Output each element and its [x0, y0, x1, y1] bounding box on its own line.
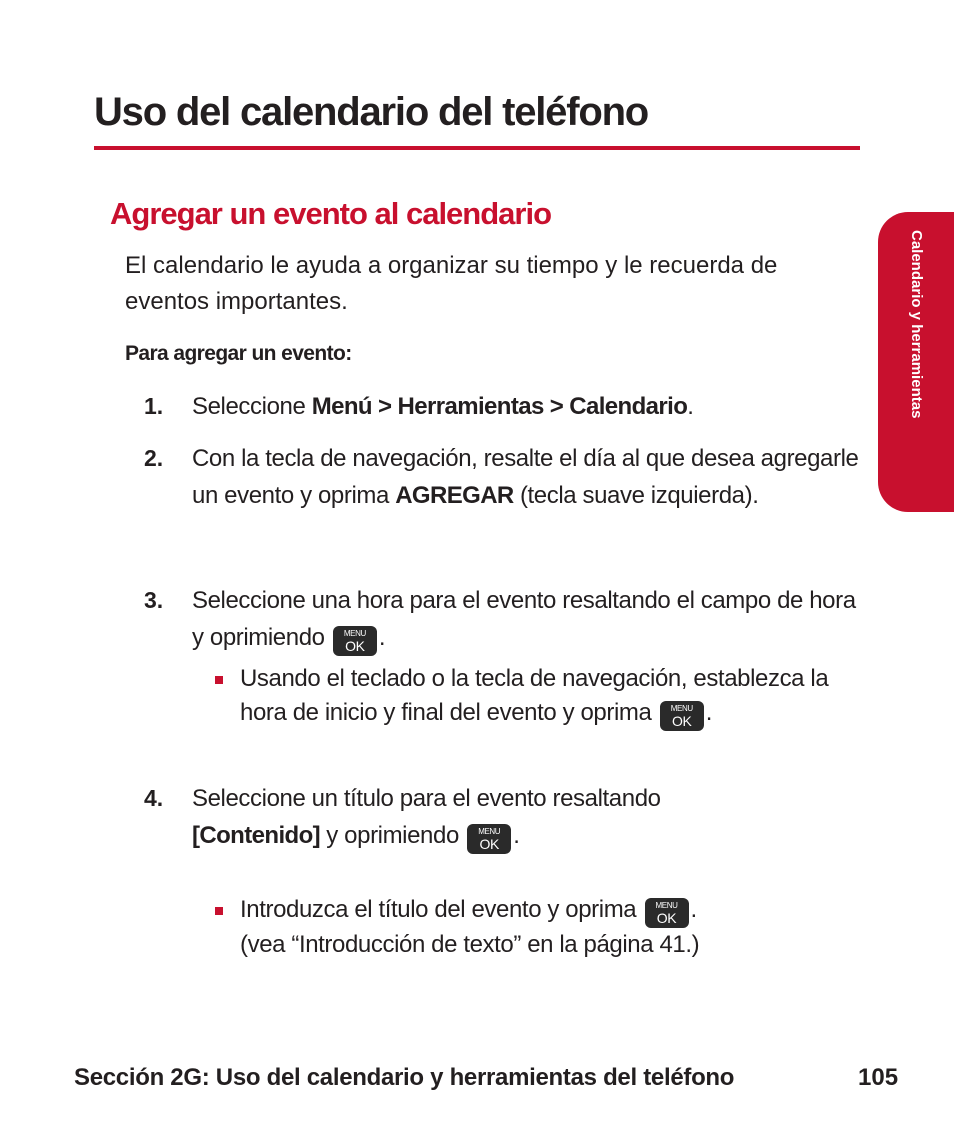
key-bottom-label: OK — [672, 713, 692, 729]
step-text — [192, 440, 864, 514]
bullet-text-part: . — [705, 699, 713, 726]
key-bottom-label: OK — [345, 638, 365, 654]
key-top-label: MENU — [655, 901, 678, 910]
menu-ok-key-icon — [645, 898, 689, 928]
title-divider — [94, 146, 860, 150]
bullet-text-part: Introduzca el título del evento y oprima — [240, 896, 637, 923]
step-text — [192, 582, 864, 656]
menu-ok-key-icon — [467, 824, 511, 854]
step-number: 2. — [144, 445, 164, 471]
page-number: 105 — [858, 1064, 899, 1091]
field-label: [Contenido] — [192, 822, 321, 849]
side-tab-label: Calendario y herramientas — [908, 230, 925, 419]
key-top-label: MENU — [478, 827, 501, 836]
instructions-subheading: Para agregar un evento: — [125, 342, 352, 365]
step-text-part: y oprimiendo — [320, 822, 459, 849]
page-reference: (vea “Introducción de texto” en la página 41.) — [240, 931, 700, 958]
bullet-icon — [215, 676, 223, 684]
bullet-icon — [215, 907, 223, 915]
bullet-text — [240, 662, 860, 731]
menu-ok-key-icon — [660, 701, 704, 731]
step-text — [192, 780, 864, 854]
step-text-part: Seleccione — [192, 393, 312, 420]
bullet-text — [240, 893, 860, 962]
step-text-part: Con la tecla de navegación, resalte el día al que desea agregarle un evento y oprima — [192, 445, 859, 509]
key-bottom-label: OK — [479, 836, 499, 852]
step-number: 3. — [144, 587, 164, 613]
step-number: 4. — [144, 785, 164, 811]
section-heading: Agregar un evento al calendario — [110, 196, 552, 231]
step-text-part: (tecla suave izquierda). — [513, 482, 759, 509]
bullet-text-part: Usando el teclado o la tecla de navegación, establezca la hora de inicio y final del evento y oprima — [240, 665, 829, 726]
step-text-part: . — [513, 822, 520, 849]
footer-section-title: Sección 2G: Uso del calendario y herramientas del teléfono — [74, 1064, 735, 1091]
step-text-part: Seleccione un título para el evento resaltando — [192, 785, 661, 812]
softkey-label: AGREGAR — [395, 482, 514, 509]
menu-path: Menú > Herramientas > Calendario — [311, 393, 688, 420]
key-bottom-label: OK — [656, 910, 677, 926]
step-number: 1. — [144, 393, 164, 419]
step-text — [192, 388, 864, 425]
step-text-part: Seleccione una hora para el evento resaltando el campo de hora y oprimiendo — [192, 587, 856, 651]
bullet-text-part: . — [690, 896, 697, 923]
menu-ok-key-icon — [333, 626, 377, 656]
key-top-label: MENU — [670, 704, 693, 713]
step-text-part: . — [378, 624, 386, 651]
key-top-label: MENU — [343, 629, 366, 638]
intro-paragraph: El calendario le ayuda a organizar su tiempo y le recuerda de eventos importantes. — [125, 252, 778, 315]
side-tab — [878, 212, 954, 512]
page-title: Uso del calendario del teléfono — [94, 90, 649, 134]
step-text-part: . — [687, 393, 694, 420]
